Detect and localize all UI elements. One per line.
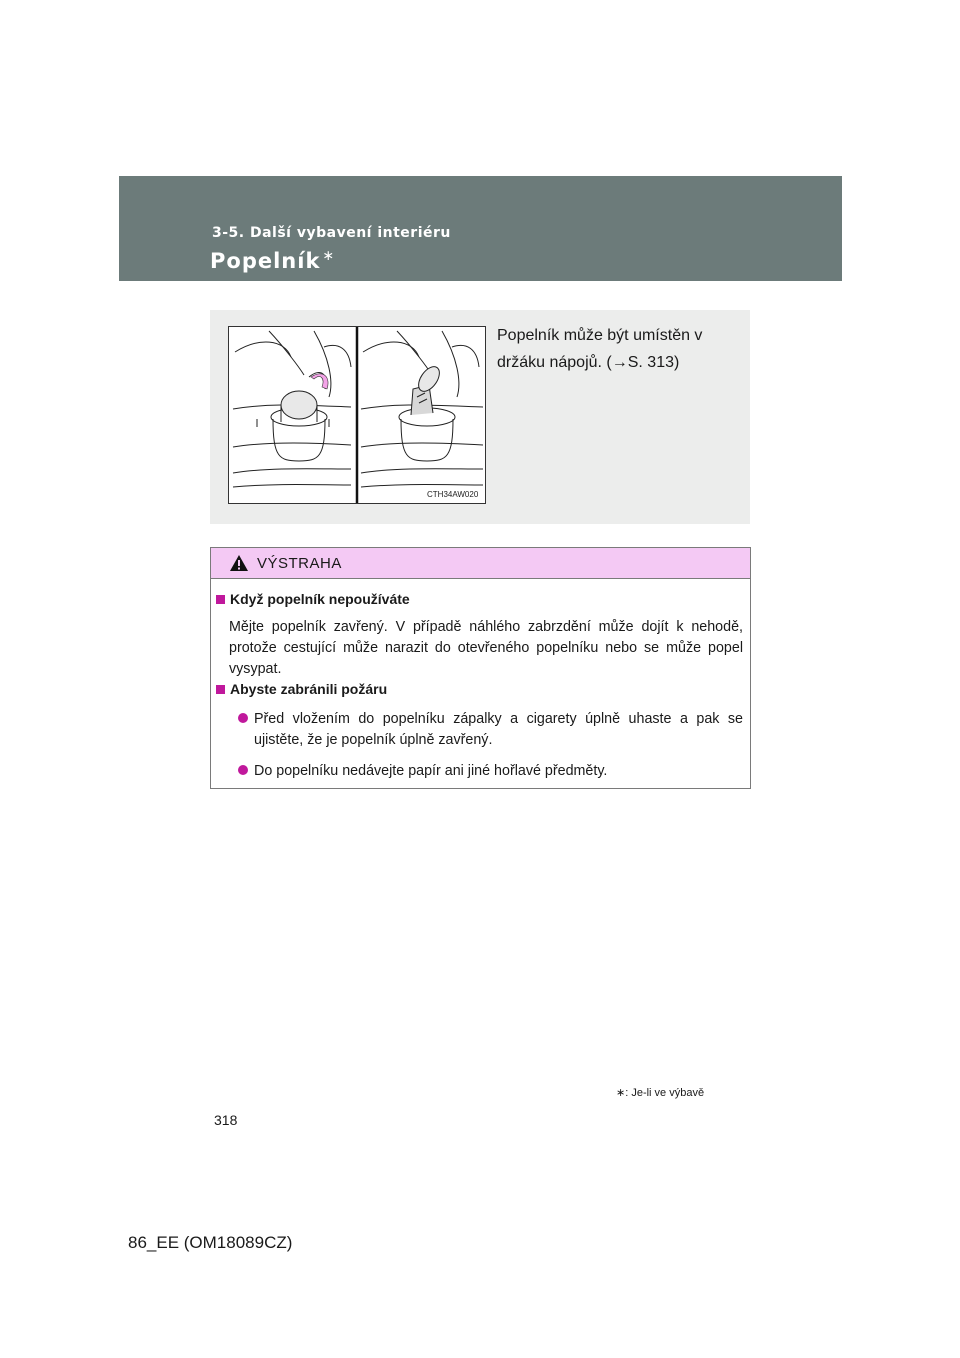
circle-bullet-icon	[238, 765, 248, 775]
square-bullet-icon	[216, 595, 225, 604]
figure-code: CTH34AW020	[427, 490, 479, 499]
warning-bullet-2-text: Do popelníku nedávejte papír ani jiné hořlavé předměty.	[254, 763, 608, 779]
warning-bullet-2	[238, 761, 743, 782]
page-title	[210, 248, 335, 273]
warning-heading-1-text: Když popelník nepoužíváte	[230, 591, 410, 607]
warning-paragraph-1: Mějte popelník zavřený. V případě náhlého zabrzdění může dojít k nehodě, protože cestující může narazit do otevřeného popelníku nebo se může popel vysypat.	[229, 619, 743, 677]
warning-heading-1	[216, 591, 410, 607]
warning-heading-2-text: Abyste zabránili požáru	[230, 681, 388, 697]
ashtray-drawing	[229, 327, 485, 503]
warning-box	[210, 547, 751, 789]
circle-bullet-icon	[238, 713, 248, 723]
warning-triangle-icon	[229, 554, 249, 577]
warning-bullet-1-text: Před vložením do popelníku zápalky a cigarety úplně uhaste a pak se ujistěte, že je popelník úplně zavřený.	[254, 711, 743, 748]
square-bullet-icon	[216, 685, 225, 694]
warning-title: VÝSTRAHA	[257, 555, 342, 572]
page-title-text: Popelník	[210, 249, 321, 273]
section-label: 3-5. Další vybavení interiéru	[212, 225, 451, 241]
figure-caption: Popelník může být umístěn v držáku nápojů. (→S. 313)	[497, 327, 703, 371]
page-number: 318	[214, 1112, 238, 1128]
open-arrow-icon	[311, 374, 328, 389]
footnote: ∗: Je-li ve výbavě	[616, 1087, 705, 1099]
ashtray-illustration	[228, 326, 486, 504]
document-code: 86_EE (OM18089CZ)	[128, 1233, 293, 1252]
optional-equipment-marker: ∗	[322, 248, 336, 264]
warning-heading-2	[216, 681, 387, 697]
warning-bullet-1	[238, 709, 743, 751]
warning-header	[211, 548, 750, 579]
